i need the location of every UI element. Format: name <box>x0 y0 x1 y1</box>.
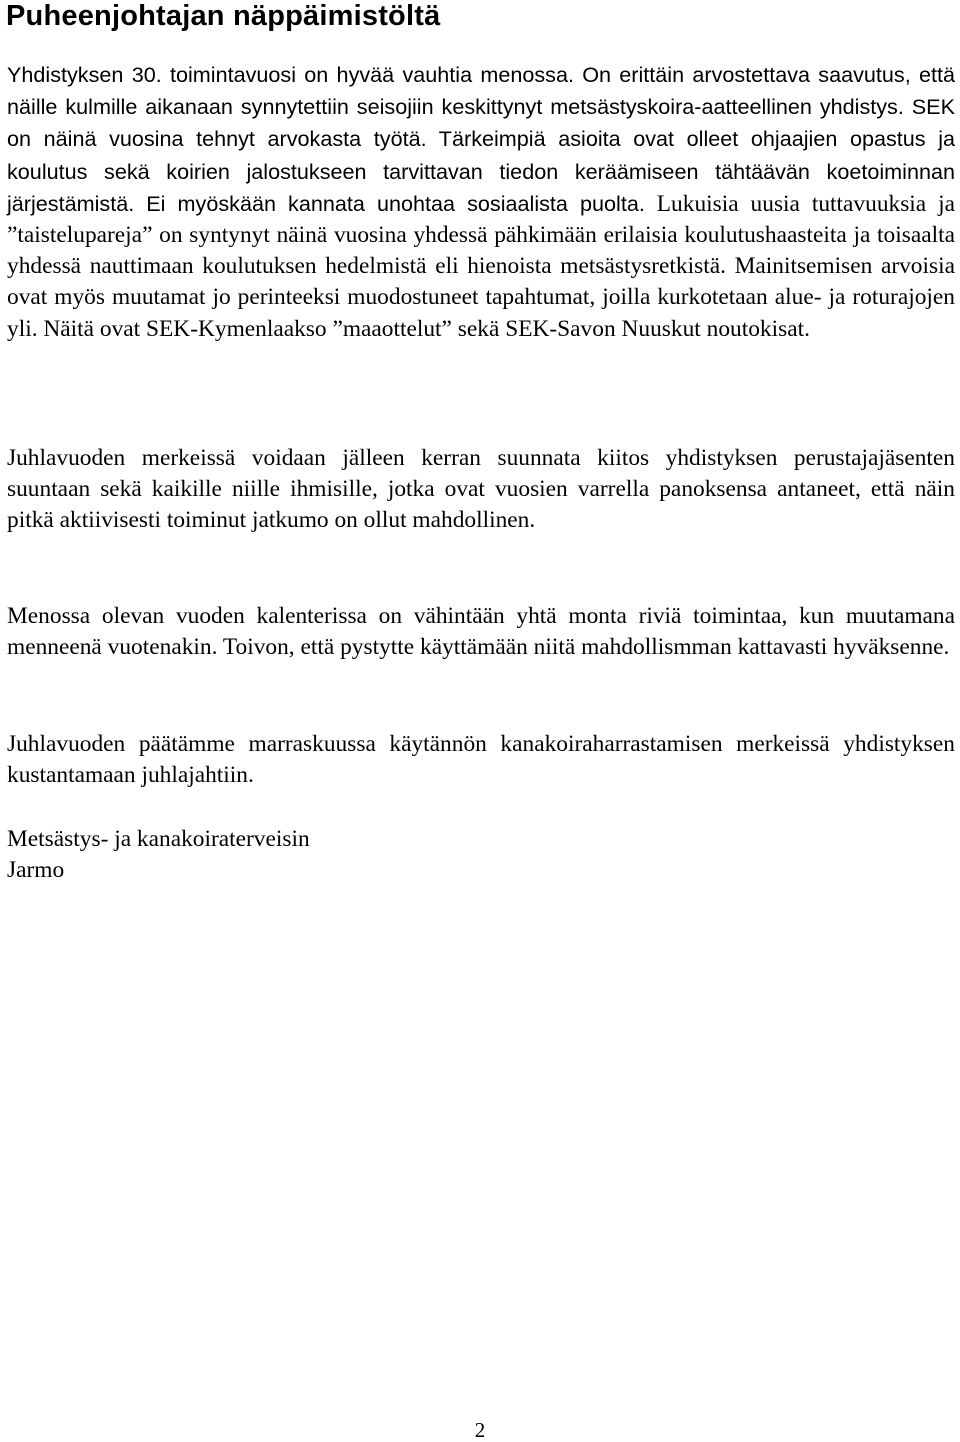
document-title: Puheenjohtajan näppäimistöltä <box>6 0 441 32</box>
paragraph-intro-sans-part: Yhdistyksen 30. toimintavuosi on hyvää vauhtia menossa. On erittäin arvostettava saavutus, että näille kulmille aikanaan synnytettiin seisojiin keskittynyt metsästyskoira-aatteellinen yhdistys. SEK on näinä vuosina tehnyt arvokasta työtä. Tärkeimpiä asioita ovat olleet ohjaajien opastus ja koulutus sekä koirien jalostukseen tarvittavan tiedon keräämiseen tähtäävän koetoiminnan järjestämistä. Ei myöskään kannata unohtaa sosiaalista puolta. <box>7 62 955 216</box>
signature-name: Jarmo <box>7 857 65 884</box>
paragraph-calendar: Menossa olevan vuoden kalenterissa on vähintään yhtä monta riviä toimintaa, kun muutamana menneenä vuotenakin. Toivon, että pystytte käyttämään niitä mahdollismman kattavasti hyväksenne. <box>7 603 955 661</box>
paragraph-thanks: Juhlavuoden merkeissä voidaan jälleen kerran suunnata kiitos yhdistyksen perustajajäsenten suuntaan sekä kaikille niille ihmisille, jotka ovat vuosien varrella panoksensa antaneet, että näin pitkä aktiivisesti toiminut jatkumo on ollut mahdollinen. <box>7 445 955 534</box>
paragraph-intro-serif-part: Lukuisia uusia tuttavuuksia ja ”taistelupareja” on syntynyt näinä vuosina yhdessä pähkimään erilaisia koulutushaasteita ja toisaalta yhdessä nauttimaan koulutuksen hedelmistä eli hienoista metsästysretkistä. Mainitsemisen arvoisia ovat myös muutamat jo perinteeksi muodostuneet tapahtumat, joilla kurkotetaan alue- ja roturajojen yli. Näitä ovat SEK-Kymenlaakso ”maaottelut” sekä SEK-Savon Nuuskut noutokisat. <box>7 190 955 342</box>
closing-block <box>7 824 310 886</box>
closing-greeting: Metsästys- ja kanakoiraterveisin <box>7 826 310 852</box>
paragraph-celebration: Juhlavuoden päätämme marraskuussa käytännön kanakoiraharrastamisen merkeissä yhdistyksen kustantamaan juhlajahtiin. <box>7 731 955 789</box>
paragraph-intro <box>7 59 955 345</box>
page-number: 2 <box>474 1418 486 1442</box>
